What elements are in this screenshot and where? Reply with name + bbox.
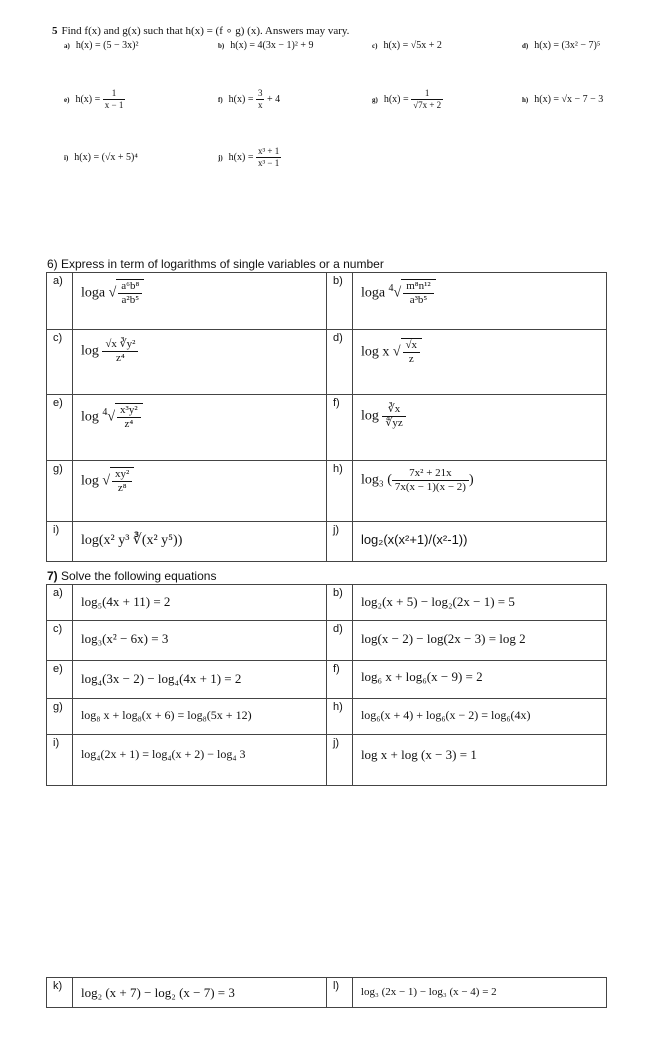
s7-cell-d: log(x − 2) − log(2x − 3) = log 2 — [352, 621, 606, 661]
s6-label-i: i) — [47, 522, 73, 562]
s7-label-d: d) — [326, 621, 352, 661]
section7-heading-text: Solve the following equations — [57, 569, 217, 583]
s6-label-g: g) — [47, 461, 73, 522]
s7-cell-h: log₆(x + 4) + log₆(x − 2) = log₆(4x) — [352, 699, 606, 735]
s6-label-c: c) — [47, 330, 73, 395]
s7-cell-a: log₅(4x + 11) = 2 — [72, 585, 326, 621]
s7-label-h: h) — [326, 699, 352, 735]
s7-label-g: g) — [47, 699, 73, 735]
s6-cell-g: log √ $\frac{\text{xy²}}{\text{z⁸}}$ — [72, 461, 326, 522]
section7-number: 7) — [47, 569, 58, 583]
s7-cell-b: log₂(x + 5) − log₂(2x − 1) = 5 — [352, 585, 606, 621]
s7-label-f: f) — [326, 661, 352, 699]
s6-cell-e: log $^4$√ $\frac{\text{x³y²}}{\text{z⁴}}$ — [72, 395, 326, 461]
s6-cell-j: log₂(x(x²+1)/(x²-1)) — [352, 522, 606, 562]
section5-prompt — [52, 24, 349, 37]
s5-item-i: i) h(x) = (√x + 5)⁴ — [64, 152, 138, 163]
s5-item-f: f) h(x) = $\frac{3}{x}$ + 4 — [218, 88, 281, 110]
s7-label-j: j) — [326, 735, 352, 786]
section6-table — [46, 272, 607, 562]
s7-cell-k: log₂ (x + 7) − log₂ (x − 7) = 3 — [72, 978, 326, 1008]
s5-item-c: c) h(x) = √5x + 2 — [372, 40, 442, 51]
section7-table — [46, 584, 607, 786]
s7-cell-f: log₆ x + log₆(x − 9) = 2 — [352, 661, 606, 699]
s5-item-g: g) h(x) = $\frac{1}{√7x + 2}$ — [372, 88, 442, 110]
s6-cell-b: loga $^4$√ $\frac{\text{m⁸n¹²}}{\text{a³b⁵}}$ — [352, 273, 606, 330]
section5-prompt-text: Find f(x) and g(x) such that h(x) = (f ∘ g) (x). Answers may vary. — [61, 25, 350, 37]
s6-cell-a: loga √ $\frac{\text{a⁶b⁸}}{\text{a²b⁵}}$ — [72, 273, 326, 330]
s6-cell-h: log₃ ( $\frac{\text{7x² + 21x}}{7x(x - 1)(x - 2)}$ ) — [352, 461, 606, 522]
s7-cell-g: log₈ x + log₈(x + 6) = log₈(5x + 12) — [72, 699, 326, 735]
s7-cell-i: log₄(2x + 1) = log₄(x + 2) − log₄ 3 — [72, 735, 326, 786]
s7-label-b: b) — [326, 585, 352, 621]
s5-item-h: h) h(x) = √x − 7 − 3 — [522, 94, 604, 105]
s6-label-e: e) — [47, 395, 73, 461]
s7-label-c: c) — [47, 621, 73, 661]
s6-cell-c: log $\frac{\text{√x ∛y²}}{\text{z⁴}}$ — [72, 330, 326, 395]
s5-item-b: b) h(x) = 4(3x − 1)² + 9 — [218, 40, 314, 51]
section7-heading — [47, 569, 216, 583]
s5-item-d: d) h(x) = (3x² − 7)⁵ — [522, 40, 601, 51]
s7-label-a: a) — [47, 585, 73, 621]
s6-label-b: b) — [326, 273, 352, 330]
section6-heading: 6) Express in term of logarithms of single variables or a number — [47, 257, 384, 271]
s7-label-k: k) — [47, 978, 73, 1008]
s6-label-h: h) — [326, 461, 352, 522]
s6-label-f: f) — [326, 395, 352, 461]
s5-item-e: e) h(x) = $\frac{1}{x - 1}$ — [64, 88, 124, 110]
s7-label-i: i) — [47, 735, 73, 786]
s6-label-a: a) — [47, 273, 73, 330]
s6-cell-d: log x √ $\frac{√x}{z}$ — [352, 330, 606, 395]
section5-number: 5 — [52, 25, 58, 37]
s5-item-j: j) h(x) = $\frac{\text{x³ + 1}}{\text{x³ − 1}}$ — [218, 146, 280, 168]
s6-label-j: j) — [326, 522, 352, 562]
s7-cell-c: log₃(x² − 6x) = 3 — [72, 621, 326, 661]
s7-cell-j: log x + log (x − 3) = 1 — [352, 735, 606, 786]
s7-label-l: l) — [326, 978, 352, 1008]
s7-label-e: e) — [47, 661, 73, 699]
s6-label-d: d) — [326, 330, 352, 395]
s5-item-a: a) h(x) = (5 − 3x)² — [64, 40, 139, 51]
section7-extra-table — [46, 977, 607, 1008]
s7-cell-e: log₄(3x − 2) − log₄(4x + 1) = 2 — [72, 661, 326, 699]
s7-cell-l: log₃ (2x − 1) − log₃ (x − 4) = 2 — [352, 978, 606, 1008]
s6-cell-f: log $\frac{∛x}{∜yz}$ — [352, 395, 606, 461]
s6-cell-i: log(x² y³ ∛(x² y⁵)) — [72, 522, 326, 562]
